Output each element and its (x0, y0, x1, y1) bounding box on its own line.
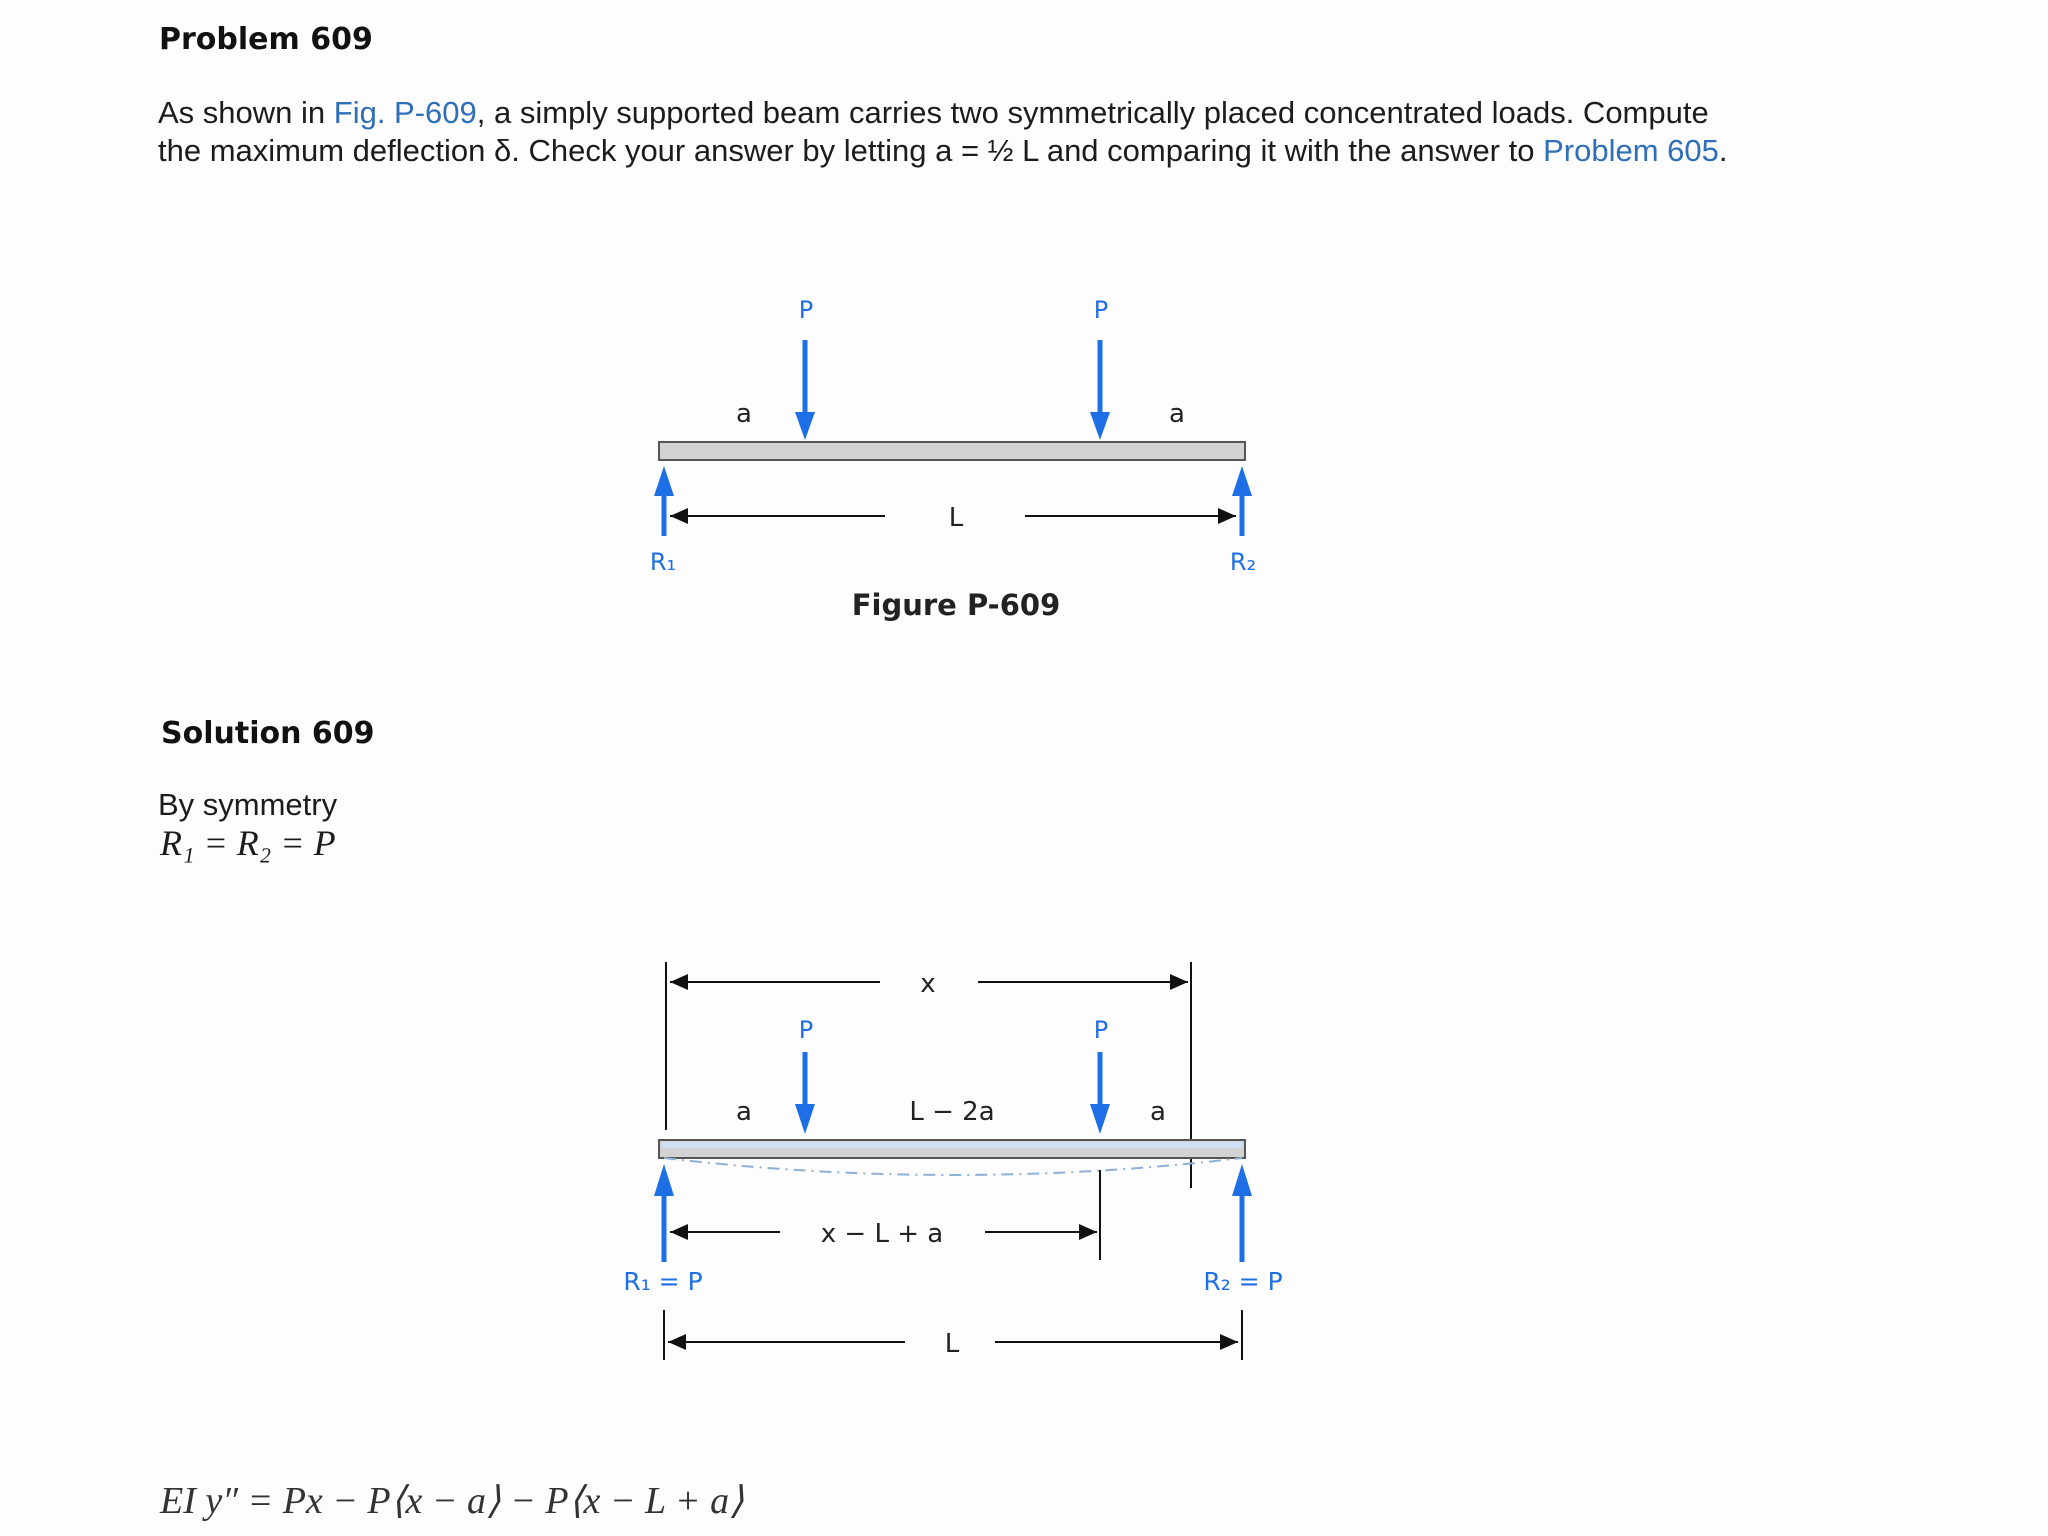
figure-caption: Figure P-609 (851, 588, 1061, 622)
figure-link[interactable]: Fig. P-609 (333, 95, 477, 130)
load-arrow-left (795, 340, 815, 440)
beam (659, 442, 1245, 460)
solution-intro: By symmetry (158, 787, 338, 822)
reaction-arrow-right-2 (1232, 1164, 1252, 1262)
figure-solution-609 (0, 940, 2048, 1380)
figure-p-609 (0, 0, 2048, 640)
reaction-label-right: R₂ (1229, 548, 1257, 576)
span-label-2: L (944, 1329, 960, 1359)
problem-605-link[interactable]: Problem 605 (1543, 133, 1719, 168)
load-arrow-left-2 (795, 1052, 815, 1134)
dim-label-right-a-2: a (1150, 1097, 1166, 1127)
load-label-left-2: P (798, 1016, 814, 1044)
reaction-label-left: R₁ (649, 548, 677, 576)
reaction-equation: R₁ = R₂ = P (160, 823, 336, 863)
reaction-label-left-2: R₁ = P (623, 1267, 703, 1296)
reaction-arrow-right (1232, 466, 1252, 536)
load-label-right-2: P (1093, 1016, 1109, 1044)
dim-label-right-a: a (1169, 399, 1185, 429)
reaction-arrow-left (654, 466, 674, 536)
load-label-left: P (798, 296, 814, 324)
dim-label-left-a: a (736, 399, 752, 429)
problem-text-end: . (1718, 133, 1728, 168)
moment-equation: EI y″ = Px − P⟨x − a⟩ − P⟨x − L + a⟩ (160, 1480, 744, 1522)
problem-text-middle: , a simply supported beam carries two symmetrically placed concentrated loads. Compute the maximum deflection δ. Check your answer by letting a = ½ L and comparing it with the answer to (158, 95, 1709, 168)
load-label-right: P (1093, 296, 1109, 324)
deflection-curve (664, 1158, 1242, 1175)
solution-heading: Solution 609 (161, 716, 375, 751)
span-label: L (948, 503, 964, 533)
problem-heading: Problem 609 (159, 22, 373, 57)
dim-label-left-a-2: a (736, 1097, 752, 1127)
reaction-arrow-left-2 (654, 1164, 674, 1262)
load-arrow-right-2 (1090, 1052, 1110, 1134)
beam-2-highlight (661, 1142, 1243, 1148)
load-arrow-right (1090, 340, 1110, 440)
problem-text-start: As shown in (158, 95, 334, 130)
dim-label-middle: L − 2a (909, 1097, 995, 1127)
reaction-label-right-2: R₂ = P (1203, 1267, 1283, 1296)
lower-dim-label: x − L + a (820, 1219, 944, 1249)
x-label: x (920, 969, 936, 999)
